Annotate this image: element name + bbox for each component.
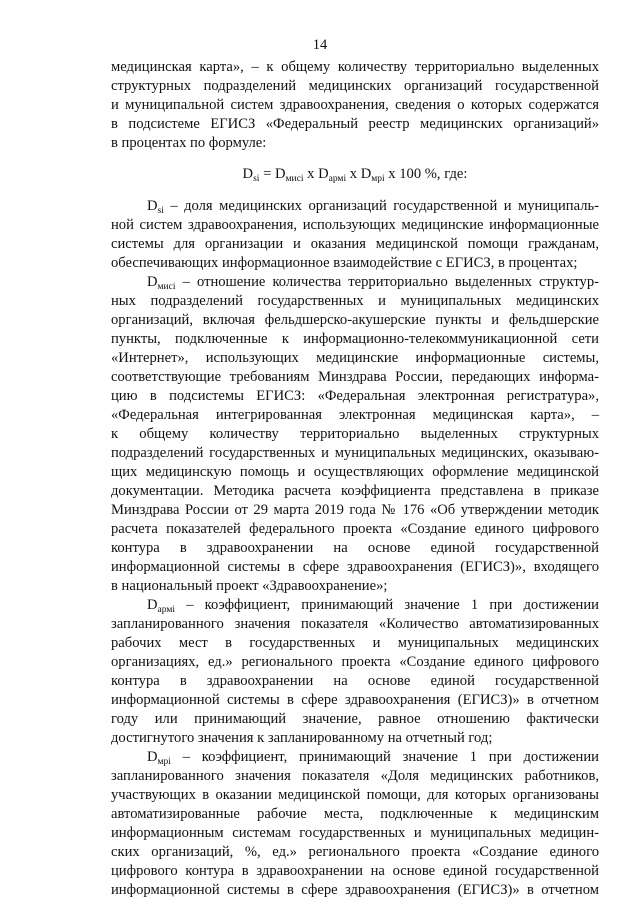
text-line: «Федеральная интегрированная электронная медицинская карта», –	[111, 407, 599, 423]
text-line: пункты, подключенные к информационно-телекоммуникационной сети	[111, 331, 599, 347]
text-line: подразделений государственных и муниципальных медицинских, оказываю-	[111, 445, 599, 461]
text-line: участвующих в оказании медицинской помощи, для которых организованы	[111, 787, 599, 803]
formula-tail: х 100 %, где:	[384, 166, 468, 182]
text-line: информационной системы в сфере здравоохранения (ЕГИСЗ)» в отчетном	[111, 882, 599, 898]
definition-first-line	[111, 273, 599, 291]
formula-subscript: армi	[328, 174, 347, 184]
text-line: документации. Методика расчета коэффициента представлена в приказе	[111, 483, 599, 499]
text-line: организаций, включая фельдшерско-акушерские пункты и фельдшерские	[111, 312, 599, 328]
definition-symbol: D	[147, 198, 158, 214]
text-line: достигнутого значения к запланированному на отчетный год;	[111, 730, 493, 746]
page-number: 14	[312, 37, 328, 53]
text-line: к общему количеству территориально выделенных структурных	[111, 426, 599, 442]
definition-subscript: мисi	[157, 282, 176, 292]
definition-symbol: D	[147, 274, 158, 290]
text-line: в национальный проект «Здравоохранение»;	[111, 578, 388, 594]
text-line: и муниципальной систем здравоохранения, сведения о которых содержатся	[111, 97, 599, 113]
formula-subscript: мрi	[371, 174, 385, 184]
formula-symbol: D	[360, 166, 372, 182]
definition-first-line	[111, 197, 599, 215]
text-line: расчета показателей федерального проекта «Создание единого цифрового	[111, 521, 599, 537]
text-line: организациях, ед.» регионального проекта «Создание единого цифрового	[111, 654, 599, 670]
definition-first-line	[111, 748, 599, 766]
formula-line	[111, 165, 599, 183]
text-line: соответствующие требованиям Минздрава России, передающих информа-	[111, 369, 599, 385]
definition-subscript: армi	[157, 605, 176, 615]
text-line: информационной системы в сфере здравоохранения (ЕГИСЗ)», входящего	[111, 559, 599, 575]
text-line: контура в здравоохранении на основе единой государственной	[111, 673, 599, 689]
formula-subscript: мисi	[285, 174, 304, 184]
text-line: цифрового контура в здравоохранении на основе единой государственной	[111, 863, 599, 879]
definition-text: – доля медицинских организаций государственной и муниципаль-	[163, 198, 599, 214]
formula-symbol: D	[318, 166, 329, 182]
text-line: ных подразделений государственных и муниципальных медицинских	[111, 293, 599, 309]
text-line: цию в подсистемы ЕГИСЗ: «Федеральная электронная регистратура»,	[111, 388, 599, 404]
text-line: рабочих мест в государственных и муниципальных медицинских	[111, 635, 599, 651]
definition-text: – коэффициент, принимающий значение 1 при достижении	[175, 597, 599, 613]
text-line: запланированного значения показателя «Доля медицинских работников,	[111, 768, 599, 784]
formula-subscript: si	[253, 174, 260, 184]
text-line: ских организаций, %, ед.» регионального проекта «Создание единого	[111, 844, 599, 860]
text-line: в процентах по формуле:	[111, 135, 267, 151]
text-line: автоматизированные рабочие места, подключенные к медицинским	[111, 806, 599, 822]
text-line: в подсистеме ЕГИСЗ «Федеральный реестр медицинских организаций»	[111, 116, 599, 132]
formula-operator: =	[259, 166, 275, 182]
definition-subscript: мрi	[157, 757, 171, 767]
formula-symbol: D	[242, 166, 254, 182]
text-line: «Интернет», использующих медицинские информационные системы,	[111, 350, 599, 366]
text-line: информационным системам государственных и муниципальных медицин-	[111, 825, 599, 841]
text-line: щих медицинскую помощь и осуществляющих оформление медицинской	[111, 464, 599, 480]
text-line: структурных подразделений медицинских организаций государственной	[111, 78, 599, 94]
text-line: ной систем здравоохранения, использующих медицинские информационные	[111, 217, 599, 233]
definition-first-line	[111, 596, 599, 614]
text-line: запланированного значения показателя «Количество автоматизированных	[111, 616, 599, 632]
text-line: Минздрава России от 29 марта 2019 года № 176 «Об утверждении методик	[111, 502, 599, 518]
text-line: системы для организации и оказания медицинской помощи гражданам,	[111, 236, 599, 252]
definition-text: – коэффициент, принимающий значение 1 при достижении	[170, 749, 599, 765]
text-line: медицинская карта», – к общему количеству территориально выделенных	[111, 59, 599, 75]
definition-symbol: D	[147, 597, 158, 613]
text-line: году или принимающий значение, равное отношению фактически	[111, 711, 599, 727]
definition-text: – отношение количества территориально выделенных структур-	[175, 274, 599, 290]
formula-operator: х	[303, 166, 319, 182]
formula-operator: х	[346, 166, 361, 182]
formula-symbol: D	[274, 166, 286, 182]
definition-subscript: si	[157, 206, 164, 216]
text-line: контура в здравоохранении на основе единой государственной	[111, 540, 599, 556]
text-line: обеспечивающих информационное взаимодействие с ЕГИСЗ, в процентах;	[111, 255, 578, 271]
text-line: информационной системы в сфере здравоохранения (ЕГИСЗ)» в отчетном	[111, 692, 599, 708]
definition-symbol: D	[147, 749, 158, 765]
